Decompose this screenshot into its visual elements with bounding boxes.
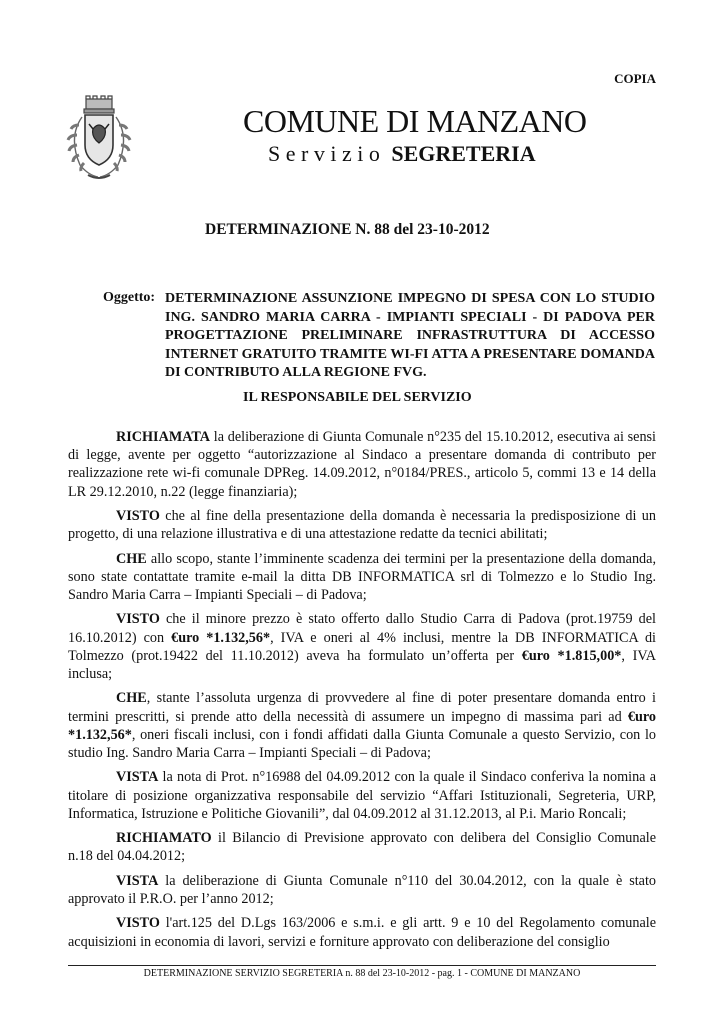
subject-text: DETERMINAZIONE ASSUNZIONE IMPEGNO DI SPESA CON LO STUDIO ING. SANDRO MARIA CARRA - IMPIANTI SPECIALI - DI PADOVA PER PROGETTAZIONE PRELIMINARE INFRASTRUTTURA DI ACCESSO INTERNET GRATUITO TRAMITE WI-FI ATTA A PRESENTARE DOMANDA DI CONTRIBUTO ALLA REGIONE FVG. <box>165 291 655 380</box>
copy-label: COPIA <box>614 71 656 86</box>
amount-bold: €uro *1.132,56* <box>68 708 656 743</box>
paragraph-lead: VISTO <box>116 611 160 628</box>
paragraph-vista-2 <box>68 872 656 908</box>
paragraph-visto-2 <box>68 610 656 683</box>
paragraph-lead: VISTO <box>116 508 160 524</box>
service-heading <box>268 141 536 167</box>
paragraph-che-2 <box>68 689 656 762</box>
paragraph-vista-1 <box>68 768 656 823</box>
responsible-heading: IL RESPONSABILE DEL SERVIZIO <box>243 390 472 405</box>
paragraph-text: l'art.125 del D.Lgs 163/2006 e s.m.i. e gli artt. 9 e 10 del Regolamento comunale acquisizioni in economia di lavori, servizi e forniture approvato con deliberazione del consiglio <box>68 915 656 950</box>
paragraph-text: il Bilancio di Previsione approvato con delibera del Consiglio Comunale n.18 del 04.04.2012; <box>68 830 656 865</box>
page-footer: DETERMINAZIONE SERVIZIO SEGRETERIA n. 88 del 23-10-2012 - pag. 1 - COMUNE DI MANZANO <box>143 968 581 979</box>
paragraph-visto-1 <box>68 507 656 543</box>
service-prefix: Servizio <box>268 141 386 166</box>
paragraph-lead: CHE <box>116 550 147 567</box>
paragraph-text: la deliberazione di Giunta Comunale n°235 del 15.10.2012, esecutiva ai sensi di legge, avente per oggetto “autorizzazione al Sindaco a presentare domanda di contributo per realizzazione rete wi-fi comunale DPReg. 14.09.2012, n°0184/PRES., articolo 5, commi 13 e 14 della LR 29.12.2010, n.22 (legge finanziaria); <box>68 429 656 500</box>
subject-label: Oggetto: <box>103 290 156 305</box>
amount-bold: €uro *1.815,00* <box>521 647 622 664</box>
paragraph-text: , IVA inclusa; <box>68 647 656 682</box>
municipal-crest-icon <box>66 95 132 181</box>
paragraph-text: , IVA e oneri al 4% inclusi, mentre la DB INFORMATICA di Tolmezzo (prot.19422 del 11.10.2012) aveva ha formulato un’offerta per <box>68 629 656 664</box>
paragraph-lead: VISTA <box>116 872 159 889</box>
paragraph-text: che al fine della presentazione della domanda è necessaria la predisposizione di un progetto, di una relazione illustrativa e di una attestazione redatte da tecnici abilitati; <box>68 508 656 543</box>
paragraph-che-1 <box>68 550 656 605</box>
footer-divider <box>68 965 656 966</box>
paragraph-text: la deliberazione di Giunta Comunale n°110 del 30.04.2012, con la quale è stato approvato il P.R.O. per l’anno 2012; <box>68 872 656 907</box>
paragraph-lead: RICHIAMATO <box>116 830 212 847</box>
paragraph-text: , stante l’assoluta urgenza di provvedere al fine di poter presentare domanda entro i termini prescritti, si prende atto della necessità di assumere un impegno di massima pari ad <box>68 690 656 725</box>
document-body <box>68 428 656 957</box>
paragraph-richiamata <box>68 428 656 501</box>
paragraph-richiamato <box>68 829 656 865</box>
paragraph-text: che il minore prezzo è stato offerto dallo Studio Carra di Padova (prot.19759 del 16.10.2012) con <box>68 611 656 646</box>
amount-bold: €uro *1.132,56* <box>171 629 271 646</box>
determination-heading: DETERMINAZIONE N. 88 del 23-10-2012 <box>205 221 490 238</box>
municipality-title: COMUNE DI MANZANO <box>243 103 587 139</box>
paragraph-text: , oneri fiscali inclusi, con i fondi affidati dalla Giunta Comunale a questo Servizio, con lo studio Ing. Sandro Maria Carra – Impianti Speciali – di Padova; <box>68 726 656 761</box>
paragraph-visto-3 <box>68 914 656 950</box>
paragraph-text: allo scopo, stante l’imminente scadenza dei termini per la presentazione della domanda, sono state contattate tramite e-mail la ditta DB INFORMATICA srl di Tolmezzo e lo Studio Ing. Sandro Maria Carra – Impianti Speciali – di Padova; <box>68 550 656 603</box>
paragraph-lead: VISTA <box>116 769 159 786</box>
service-name: SEGRETERIA <box>391 141 536 166</box>
paragraph-lead: CHE <box>116 690 147 707</box>
paragraph-lead: RICHIAMATA <box>116 429 211 445</box>
paragraph-lead: VISTO <box>116 915 160 932</box>
paragraph-text: la nota di Prot. n°16988 del 04.09.2012 con la quale il Sindaco conferiva la nomina a titolare di posizione organizzativa responsabile del servizio “Affari Istituzionali, Segreteria, URP, Informatica, Istruzione e Politiche Giovanili”, dal 04.09.2012 al 31.12.2013, al P.i. Mario Roncali; <box>68 769 656 822</box>
